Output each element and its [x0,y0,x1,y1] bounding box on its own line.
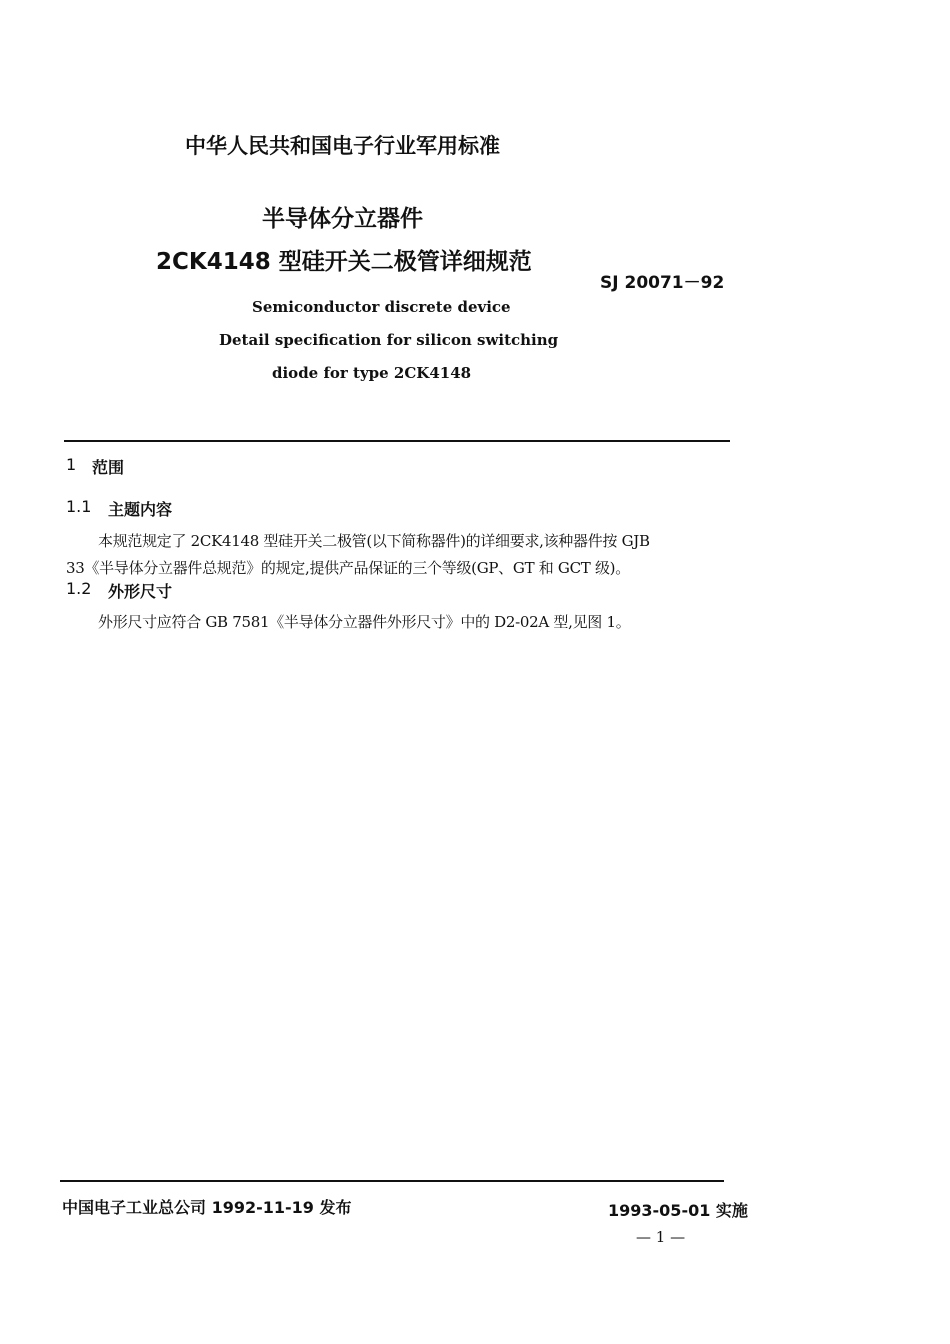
page-number: — 1 — [636,1228,686,1246]
title-en-line3: diode for type 2CK4148 [272,364,472,382]
section-1-1-paragraph-line1: 本规范规定了 2CK4148 型硅开关二极管(以下简称器件)的详细要求,该种器件按 GJB [98,532,650,550]
effective-date: 1993-05-01 实施 [608,1201,748,1220]
section-1-1-number: 1.1 [66,497,92,516]
section-1-2-number: 1.2 [66,579,92,598]
section-1-number: 1 [66,455,77,474]
section-1-2-title: 外形尺寸 [108,582,173,601]
standard-number: SJ 20071－92 [600,273,725,293]
section-1-2-paragraph: 外形尺寸应符合 GB 7581《半导体分立器件外形尺寸》中的 D2-02A 型,见图 1。 [98,613,631,631]
publisher-standard-heading: 中华人民共和国电子行业军用标准 [185,134,500,158]
title-cn-line2: 2CK4148 型硅开关二极管详细规范 [156,249,532,275]
title-en-line2: Detail specification for silicon switching [219,331,559,349]
title-cn-line1: 半导体分立器件 [262,206,423,232]
issued-date: 中国电子工业总公司 1992-11-19 发布 [62,1198,352,1217]
section-1-1-title: 主题内容 [108,500,173,519]
footer-divider [60,1180,724,1182]
title-en-line1: Semiconductor discrete device [252,298,511,316]
section-1-1-paragraph-line2: 33《半导体分立器件总规范》的规定,提供产品保证的三个等级(GP、GT 和 GCT 级)。 [66,559,630,577]
header-divider [64,440,730,442]
section-1-title: 范围 [92,458,125,477]
